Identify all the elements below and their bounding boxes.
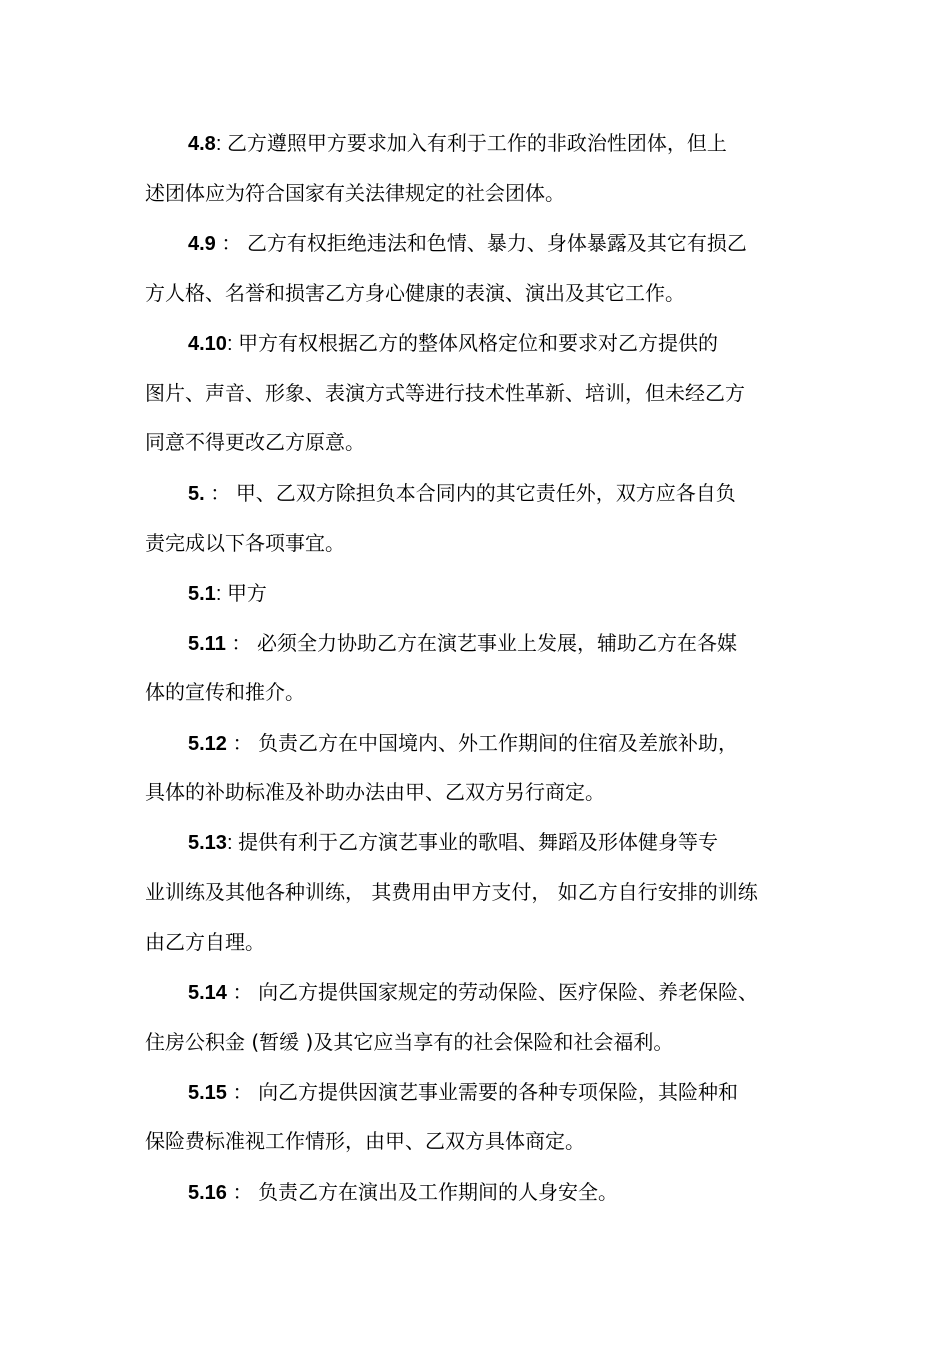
clause-text: 甲、乙双方除担负本合同内的其它责任外，双方应各自负 [235,481,736,505]
clause-separator: : [215,583,227,605]
clause-5-15-line-2: 保险费标准视工作情形，由甲、乙双方具体商定。 [145,1129,585,1153]
clause-5-14-line-2: 住房公积金 (暂缓 )及其它应当享有的社会保险和社会福利。 [145,1030,674,1054]
clause-separator: : [215,133,227,155]
clause-number: 4.9 [188,233,216,255]
clause-number: 5. [188,483,205,505]
clause-number: 4.10 [188,333,227,355]
clause-5-15-line-1 [188,1080,738,1105]
clause-5-14-line-1 [188,980,758,1005]
clause-5-13-line-3: 由乙方自理。 [145,930,265,954]
clause-4-10-line-2: 图片、声音、形象、表演方式等进行技术性革新、培训，但未经乙方 [145,381,745,405]
clause-text: 甲方 [226,581,267,605]
clause-separator: ： [215,233,247,255]
clause-text: 乙方有权拒绝违法和色情、暴力、身体暴露及其它有损乙 [246,231,747,255]
clause-5-12-line-2: 具体的补助标准及补助办法由甲、乙双方另行商定。 [145,780,605,804]
clause-5-12-line-1 [188,731,738,756]
clause-4-10-line-1 [188,331,718,356]
clause-separator: : [226,333,239,355]
clause-5-line-1 [188,481,736,506]
clause-separator: ： [226,1082,259,1104]
clause-number: 5.12 [188,733,227,755]
clause-text: 负责乙方在演出及工作期间的人身安全。 [258,1180,619,1204]
clause-separator: ： [226,733,259,755]
clause-5-11-line-2: 体的宣传和推介。 [145,680,305,704]
clause-5-13-line-1 [188,830,718,855]
clause-number: 5.15 [188,1082,227,1104]
clause-separator: ： [225,633,257,655]
clause-5-16-line-1 [188,1180,618,1205]
clause-text: 必须全力协助乙方在演艺事业上发展，辅助乙方在各媒 [256,631,737,655]
clause-5-1-line-1 [188,581,267,606]
clause-5-11-line-1 [188,631,737,656]
clause-text: 负责乙方在中国境内、外工作期间的住宿及差旅补助， [258,731,739,755]
clause-number: 4.8 [188,133,216,155]
clause-4-8-line-1 [188,131,727,156]
clause-text: 向乙方提供因演艺事业需要的各种专项保险，其险种和 [258,1080,739,1104]
clause-4-8-line-2: 述团体应为符合国家有关法律规定的社会团体。 [145,181,565,205]
clause-number: 5.11 [188,633,226,655]
clause-4-9-line-2: 方人格、名誉和损害乙方身心健康的表演、演出及其它工作。 [145,281,685,305]
clause-number: 5.13 [188,832,227,854]
clause-5-13-line-2: 业训练及其他各种训练， 其费用由甲方支付， 如乙方自行安排的训练 [145,880,758,904]
clause-separator: ： [226,1182,259,1204]
clause-4-10-line-3: 同意不得更改乙方原意。 [145,430,365,454]
clause-separator: ： [226,982,259,1004]
clause-separator: ： [204,483,236,505]
clause-text: 向乙方提供国家规定的劳动保险、医疗保险、养老保险、 [258,980,759,1004]
clause-text: 提供有利于乙方演艺事业的歌唱、舞蹈及形体健身等专 [238,830,719,854]
clause-number: 5.14 [188,982,227,1004]
clause-4-9-line-1 [188,231,747,256]
clause-text: 乙方遵照甲方要求加入有利于工作的非政治性团体，但上 [226,131,727,155]
clause-separator: : [226,832,239,854]
clause-number: 5.16 [188,1182,227,1204]
clause-number: 5.1 [188,583,216,605]
clause-text: 甲方有权根据乙方的整体风格定位和要求对乙方提供的 [238,331,719,355]
clause-5-line-2: 责完成以下各项事宜。 [145,531,345,555]
